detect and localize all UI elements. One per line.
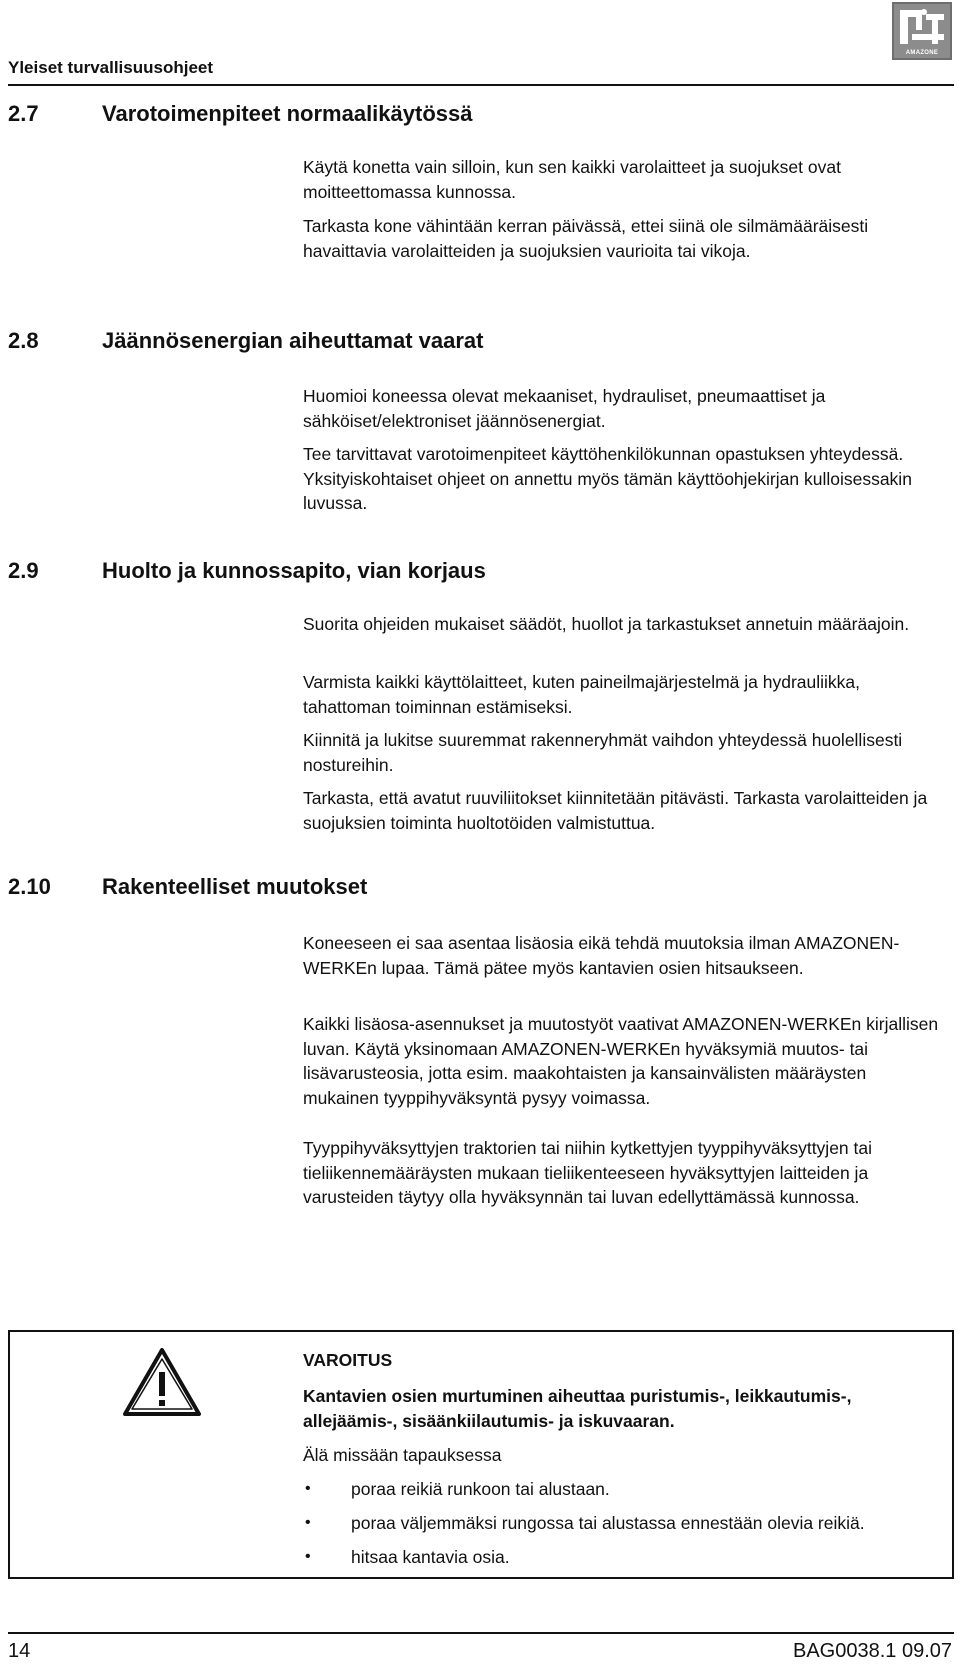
section-number: 2.9	[8, 558, 39, 583]
header-rule	[8, 84, 954, 86]
section-title: Rakenteelliset muutokset	[102, 874, 368, 899]
section-heading-2-8	[8, 327, 948, 355]
warning-box	[8, 1330, 954, 1579]
paragraph: Tee tarvittavat varotoimenpiteet käyttöhenkilökunnan opastuksen yhteydessä. Yksityiskohtaiset ohjeet on annettu myös tämän käyttöohjekirjan kulloisessakin luvussa.	[303, 444, 912, 513]
section-heading-2-10	[8, 873, 948, 901]
page-number: 14	[8, 1640, 31, 1662]
section-number: 2.7	[8, 101, 39, 126]
paragraph: Kaikki lisäosa-asennukset ja muutostyöt vaativat AMAZONEN-WERKEn kirjallisen luvan. Käytä yksinomaan AMAZONEN-WERKEn hyväksymiä muutos- tai lisävarusteosia, jotta esim. maakohtaisten ja kansainvälisten määräysten mukainen tyyppihyväksyntä pysyy voimassa.	[303, 1014, 939, 1108]
paragraph: Varmista kaikki käyttölaitteet, kuten paineilmajärjestelmä ja hydrauliikka, tahattoman toiminnan estämiseksi.	[303, 672, 861, 717]
warning-triangle-icon	[121, 1346, 203, 1418]
footer-rule	[8, 1632, 954, 1634]
amazone-logo	[892, 2, 952, 60]
paragraph: Suorita ohjeiden mukaiset säädöt, huollot ja tarkastukset annetuin määräajoin.	[303, 614, 910, 634]
warning-title: VAROITUS	[303, 1350, 393, 1370]
bullet-icon: •	[305, 1480, 311, 1497]
bullet-icon: •	[305, 1548, 311, 1565]
list-item	[303, 1477, 943, 1501]
warning-headline: Kantavien osien murtuminen aiheuttaa puristumis-, leikkautumis-, allejäämis-, sisäänkiilautumis- ja iskuvaaran.	[303, 1386, 852, 1431]
running-header: Yleiset turvallisuusohjeet	[8, 58, 214, 77]
warning-intro: Älä missään tapauksessa	[303, 1445, 502, 1465]
paragraph: Kiinnitä ja lukitse suuremmat rakenneryhmät vaihdon yhteydessä huolellisesti nostureihin.	[303, 730, 903, 775]
paragraph: Koneeseen ei saa asentaa lisäosia eikä tehdä muutoksia ilman AMAZONEN-WERKEn lupaa. Tämä pätee myös kantavien osien hitsaukseen.	[303, 933, 900, 978]
list-item-text: poraa väljemmäksi rungossa tai alustassa ennestään olevia reikiä.	[351, 1513, 865, 1533]
list-item	[303, 1545, 943, 1569]
paragraph: Käytä konetta vain silloin, kun sen kaikki varolaitteet ja suojukset ovat moitteettomassa kunnossa.	[303, 157, 841, 202]
document-code: BAG0038.1 09.07	[792, 1640, 952, 1662]
warning-list	[303, 1477, 943, 1579]
section-number: 2.8	[8, 328, 39, 353]
logo-wordmark: AMAZONE	[905, 50, 939, 56]
section-title: Huolto ja kunnossapito, vian korjaus	[102, 558, 486, 583]
section-heading-2-9	[8, 557, 948, 585]
paragraph: Tarkasta, että avatut ruuviliitokset kiinnitetään pitävästi. Tarkasta varolaitteiden ja suojuksien toiminta huoltotöiden valmistuttua.	[303, 788, 928, 833]
paragraph: Tarkasta kone vähintään kerran päivässä, ettei siinä ole silmämääräisesti havaittavia varolaitteiden ja suojuksien vaurioita tai vikoja.	[303, 216, 869, 261]
section-title: Varotoimenpiteet normaalikäytössä	[102, 101, 473, 126]
section-title: Jäännösenergian aiheuttamat vaarat	[102, 328, 484, 353]
list-item	[303, 1511, 943, 1535]
list-item-text: poraa reikiä runkoon tai alustaan.	[351, 1479, 610, 1499]
section-heading-2-7	[8, 100, 948, 128]
section-number: 2.10	[8, 874, 51, 899]
bullet-icon: •	[305, 1514, 311, 1531]
paragraph: Huomioi koneessa olevat mekaaniset, hydrauliset, pneumaattiset ja sähköiset/elektroniset jäännösenergiat.	[303, 386, 826, 431]
paragraph: Tyyppihyväksyttyjen traktorien tai niihin kytkettyjen tyyppihyväksyttyjen tai tieliikennemääräysten mukaan tieliikenteeseen hyväksyttyjen laitteiden ja varusteiden täytyy olla hyväksynnän tai luvan edellyttämässä kunnossa.	[303, 1138, 872, 1207]
list-item-text: hitsaa kantavia osia.	[351, 1547, 510, 1567]
